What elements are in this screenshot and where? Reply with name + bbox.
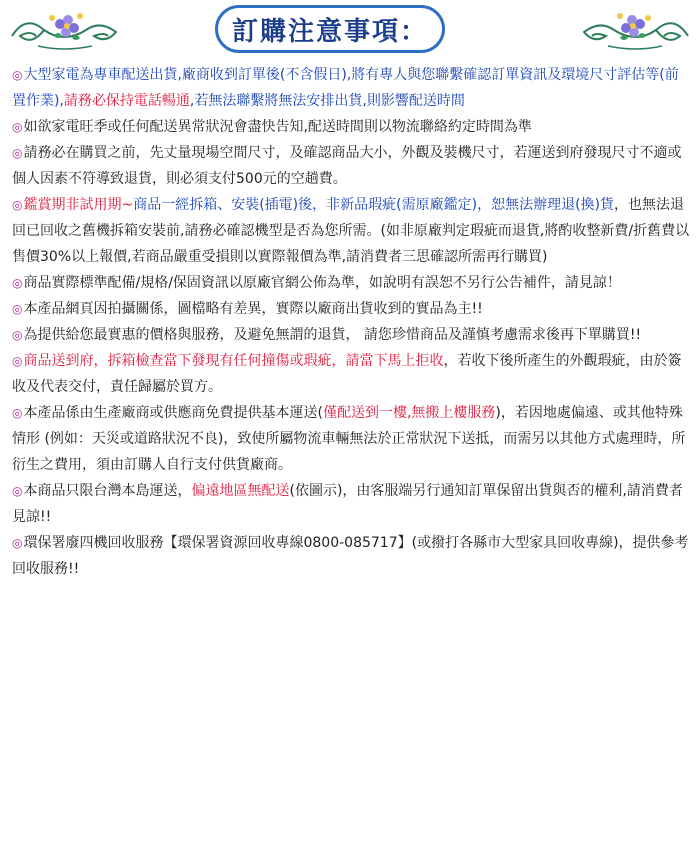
bullet-icon: ◎ — [12, 354, 23, 368]
notice-text-highlight: 偏遠地區無配送 — [191, 483, 290, 499]
notice-text: ，若收下後所產生的外觀瑕疵，由於簽收及代表交付，責任歸屬於買方。 — [12, 353, 682, 395]
bullet-icon: ◎ — [12, 302, 23, 316]
title-box — [215, 5, 445, 53]
notice-text: 商品實際標準配備/規格/保固資訊以原廠官網公佈為準，如說明有誤恕不另行公告補件，請見諒！ — [23, 275, 621, 291]
notice-item — [12, 322, 690, 348]
notice-text-highlight: 僅配送到一樓,無搬上樓服務 — [322, 405, 496, 421]
notice-text-highlight: 商品送到府，拆箱檢查當下發現有任何撞傷或瑕疵，請當下馬上拒收 — [23, 353, 444, 369]
notice-text: (依圖示)，由客服端另行通知訂單保留出貨與否的權利,請消費者見諒!! — [12, 483, 683, 525]
notice-item — [12, 192, 690, 270]
bullet-icon: ◎ — [12, 120, 23, 134]
notice-item — [12, 114, 690, 140]
bullet-icon: ◎ — [12, 198, 23, 212]
notice-item — [12, 478, 690, 530]
bullet-icon: ◎ — [12, 276, 23, 290]
notice-item — [12, 348, 690, 400]
notice-text: 如欲家電旺季或任何配送異常狀況會盡快告知,配送時間則以物流聯絡約定時間為準 — [23, 119, 532, 135]
bullet-icon: ◎ — [12, 328, 23, 342]
bullet-icon: ◎ — [12, 68, 23, 82]
notice-item — [12, 400, 690, 478]
notice-text: ,若無法聯繫將無法安排出貨,則影響配送時間 — [189, 93, 465, 109]
notice-text: 本產品係由生產廠商或供應商免費提供基本運送( — [23, 405, 323, 421]
notice-text: 本商品只限台灣本島運送， — [23, 483, 192, 499]
notice-text: 為提供給您最實惠的價格與服務，及避免無謂的退貨， 請您珍惜商品及謹慎考慮需求後再下單購買!! — [23, 327, 642, 343]
notice-item — [12, 62, 690, 114]
notice-text: 請務必在購買之前，先丈量現場空間尺寸，及確認商品大小，外觀及裝機尺寸，若運送到府發現尺寸不適或個人因素不符導致退貨，則必須支付500元的空趟費。 — [12, 145, 682, 187]
flower-ornament-icon — [580, 6, 692, 52]
notice-text: 大型家電為專車配送出貨,廠商收到訂單後(不含假日),將有專人與您聯繫確認訂單資訊及環境尺寸評估等(前置作業), — [12, 67, 679, 109]
bullet-icon: ◎ — [12, 484, 23, 498]
bullet-icon: ◎ — [12, 536, 23, 550]
header-banner — [0, 0, 700, 62]
notice-text-highlight: 鑑賞期非試用期~ — [23, 197, 134, 213]
bullet-icon: ◎ — [12, 406, 23, 420]
notice-text: ，也無法退回已回收之舊機拆箱安裝前,請務必確認機型是否為您所需。(如非原廠判定瑕疵而退貨,將酌收整新費/折舊費以售價30%以上報價,若商品嚴重受損則以實際報價為準,請消費者三思確認所需再行購買) — [12, 197, 690, 265]
flower-ornament-icon — [8, 6, 120, 52]
notice-text-highlight: 請務必保持電話暢通 — [63, 93, 190, 109]
page-title: 訂購注意事項： — [231, 16, 428, 47]
notice-item — [12, 530, 690, 582]
bullet-icon: ◎ — [12, 146, 23, 160]
notice-item — [12, 270, 690, 296]
notice-text: 環保署廢四機回收服務【環保署資源回收專線0800-085717】(或撥打各縣市大型家具回收專線)，提供參考回收服務!! — [12, 535, 689, 577]
notice-text: 商品一經拆箱、安裝(插電)後，非新品瑕疵(需原廠鑑定)，恕無法辦理退(換)貨 — [133, 197, 614, 213]
notice-text: 本產品網頁因拍攝關係，圖檔略有差異，實際以廠商出貨收到的實品為主!! — [23, 301, 483, 317]
notice-item — [12, 296, 690, 322]
notice-list — [12, 62, 690, 582]
notice-item — [12, 140, 690, 192]
notice-text: )，若因地處偏遠、或其他特殊情形 (例如：天災或道路狀況不良)，致使所屬物流車輛無法於正常狀況下送抵，而需另以其他方式處理時，所衍生之費用，須由訂購人自行支付供貨廠商。 — [12, 405, 686, 473]
